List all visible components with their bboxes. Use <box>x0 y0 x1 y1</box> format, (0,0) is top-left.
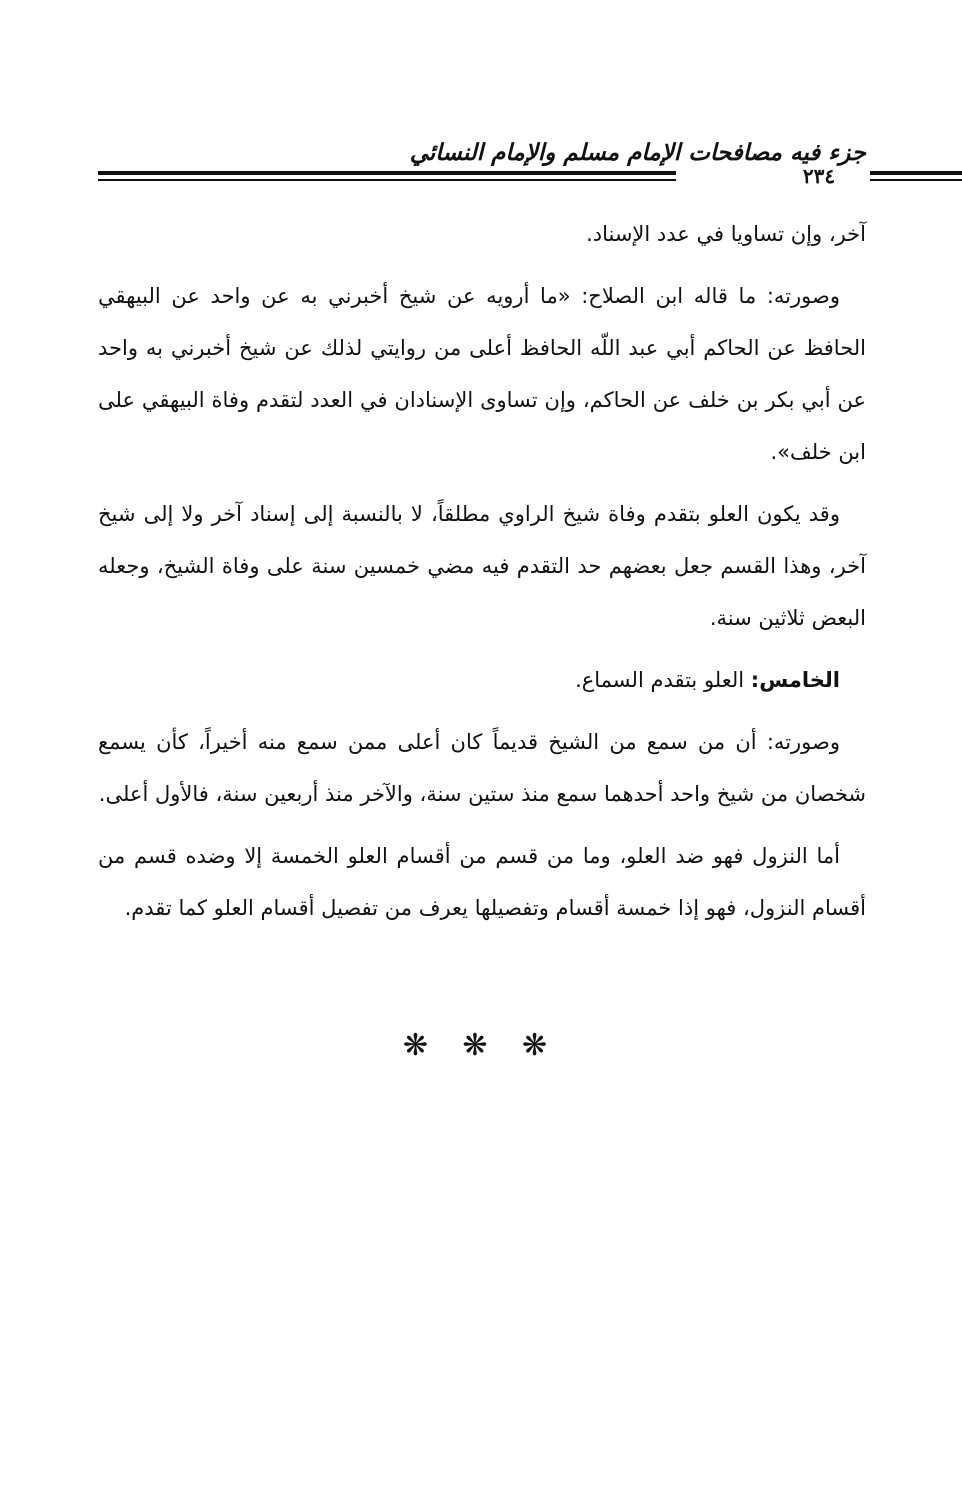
paragraph-text: العلو بتقدم السماع. <box>575 668 751 692</box>
paragraph-text: وصورته: أن من سمع من الشيخ قديماً كان أعلى ممن سمع منه أخيراً، كأن يسمع شخصان من شيخ واحد أحدهما سمع منذ ستين سنة، والآخر منذ أربعين سنة، فالأول أعلى. <box>98 730 866 806</box>
paragraph-text: أما النزول فهو ضد العلو، وما من قسم من أقسام العلو الخمسة إلا وضده قسم من أقسام النزول، فهو إذا خمسة أقسام وتفصيلها يعرف من تفصيل أقسام العلو كما تقدم. <box>98 844 866 920</box>
paragraph-5 <box>98 716 866 820</box>
paragraph-1 <box>98 208 866 260</box>
section-term: الخامس: <box>750 668 840 692</box>
paragraph-text: آخر، وإن تساويا في عدد الإسناد. <box>586 222 866 246</box>
page-header <box>98 138 866 188</box>
paragraph-2 <box>98 270 866 478</box>
paragraph-6 <box>98 830 866 934</box>
paragraph-4 <box>98 654 866 706</box>
running-title: جزء فيه مصافحات الإمام مسلم والإمام النسائي <box>409 139 866 166</box>
header-rule-thick <box>98 171 676 175</box>
paragraph-text: وقد يكون العلو بتقدم وفاة شيخ الراوي مطلقاً، لا بالنسبة إلى إسناد آخر ولا إلى شيخ آخر، وهذا القسم جعل بعضهم حد التقدم فيه مضي خمسين سنة على وفاة الشيخ، وجعله البعض ثلاثين سنة. <box>98 502 866 630</box>
paragraph-3 <box>98 488 866 644</box>
header-rule-right-thin <box>870 179 962 181</box>
section-end-ornament: ❋ ❋ ❋ <box>402 1028 560 1063</box>
body-text <box>98 208 866 944</box>
page-number: ٢٣٤ <box>802 164 836 188</box>
paragraph-text: وصورته: ما قاله ابن الصلاح: «ما أرويه عن شيخ أخبرني به عن واحد عن البيهقي الحافظ عن الحاكم أبي عبد اللّه الحافظ أعلى من روايتي لذلك عن شيخ أخبرني به واحد عن أبي بكر بن خلف عن الحاكم، وإن تساوى الإسنادان في العدد لتقدم وفاة البيهقي على ابن خلف». <box>98 284 866 464</box>
header-rule-right-thick <box>870 171 962 175</box>
header-rule-thin <box>98 179 676 181</box>
